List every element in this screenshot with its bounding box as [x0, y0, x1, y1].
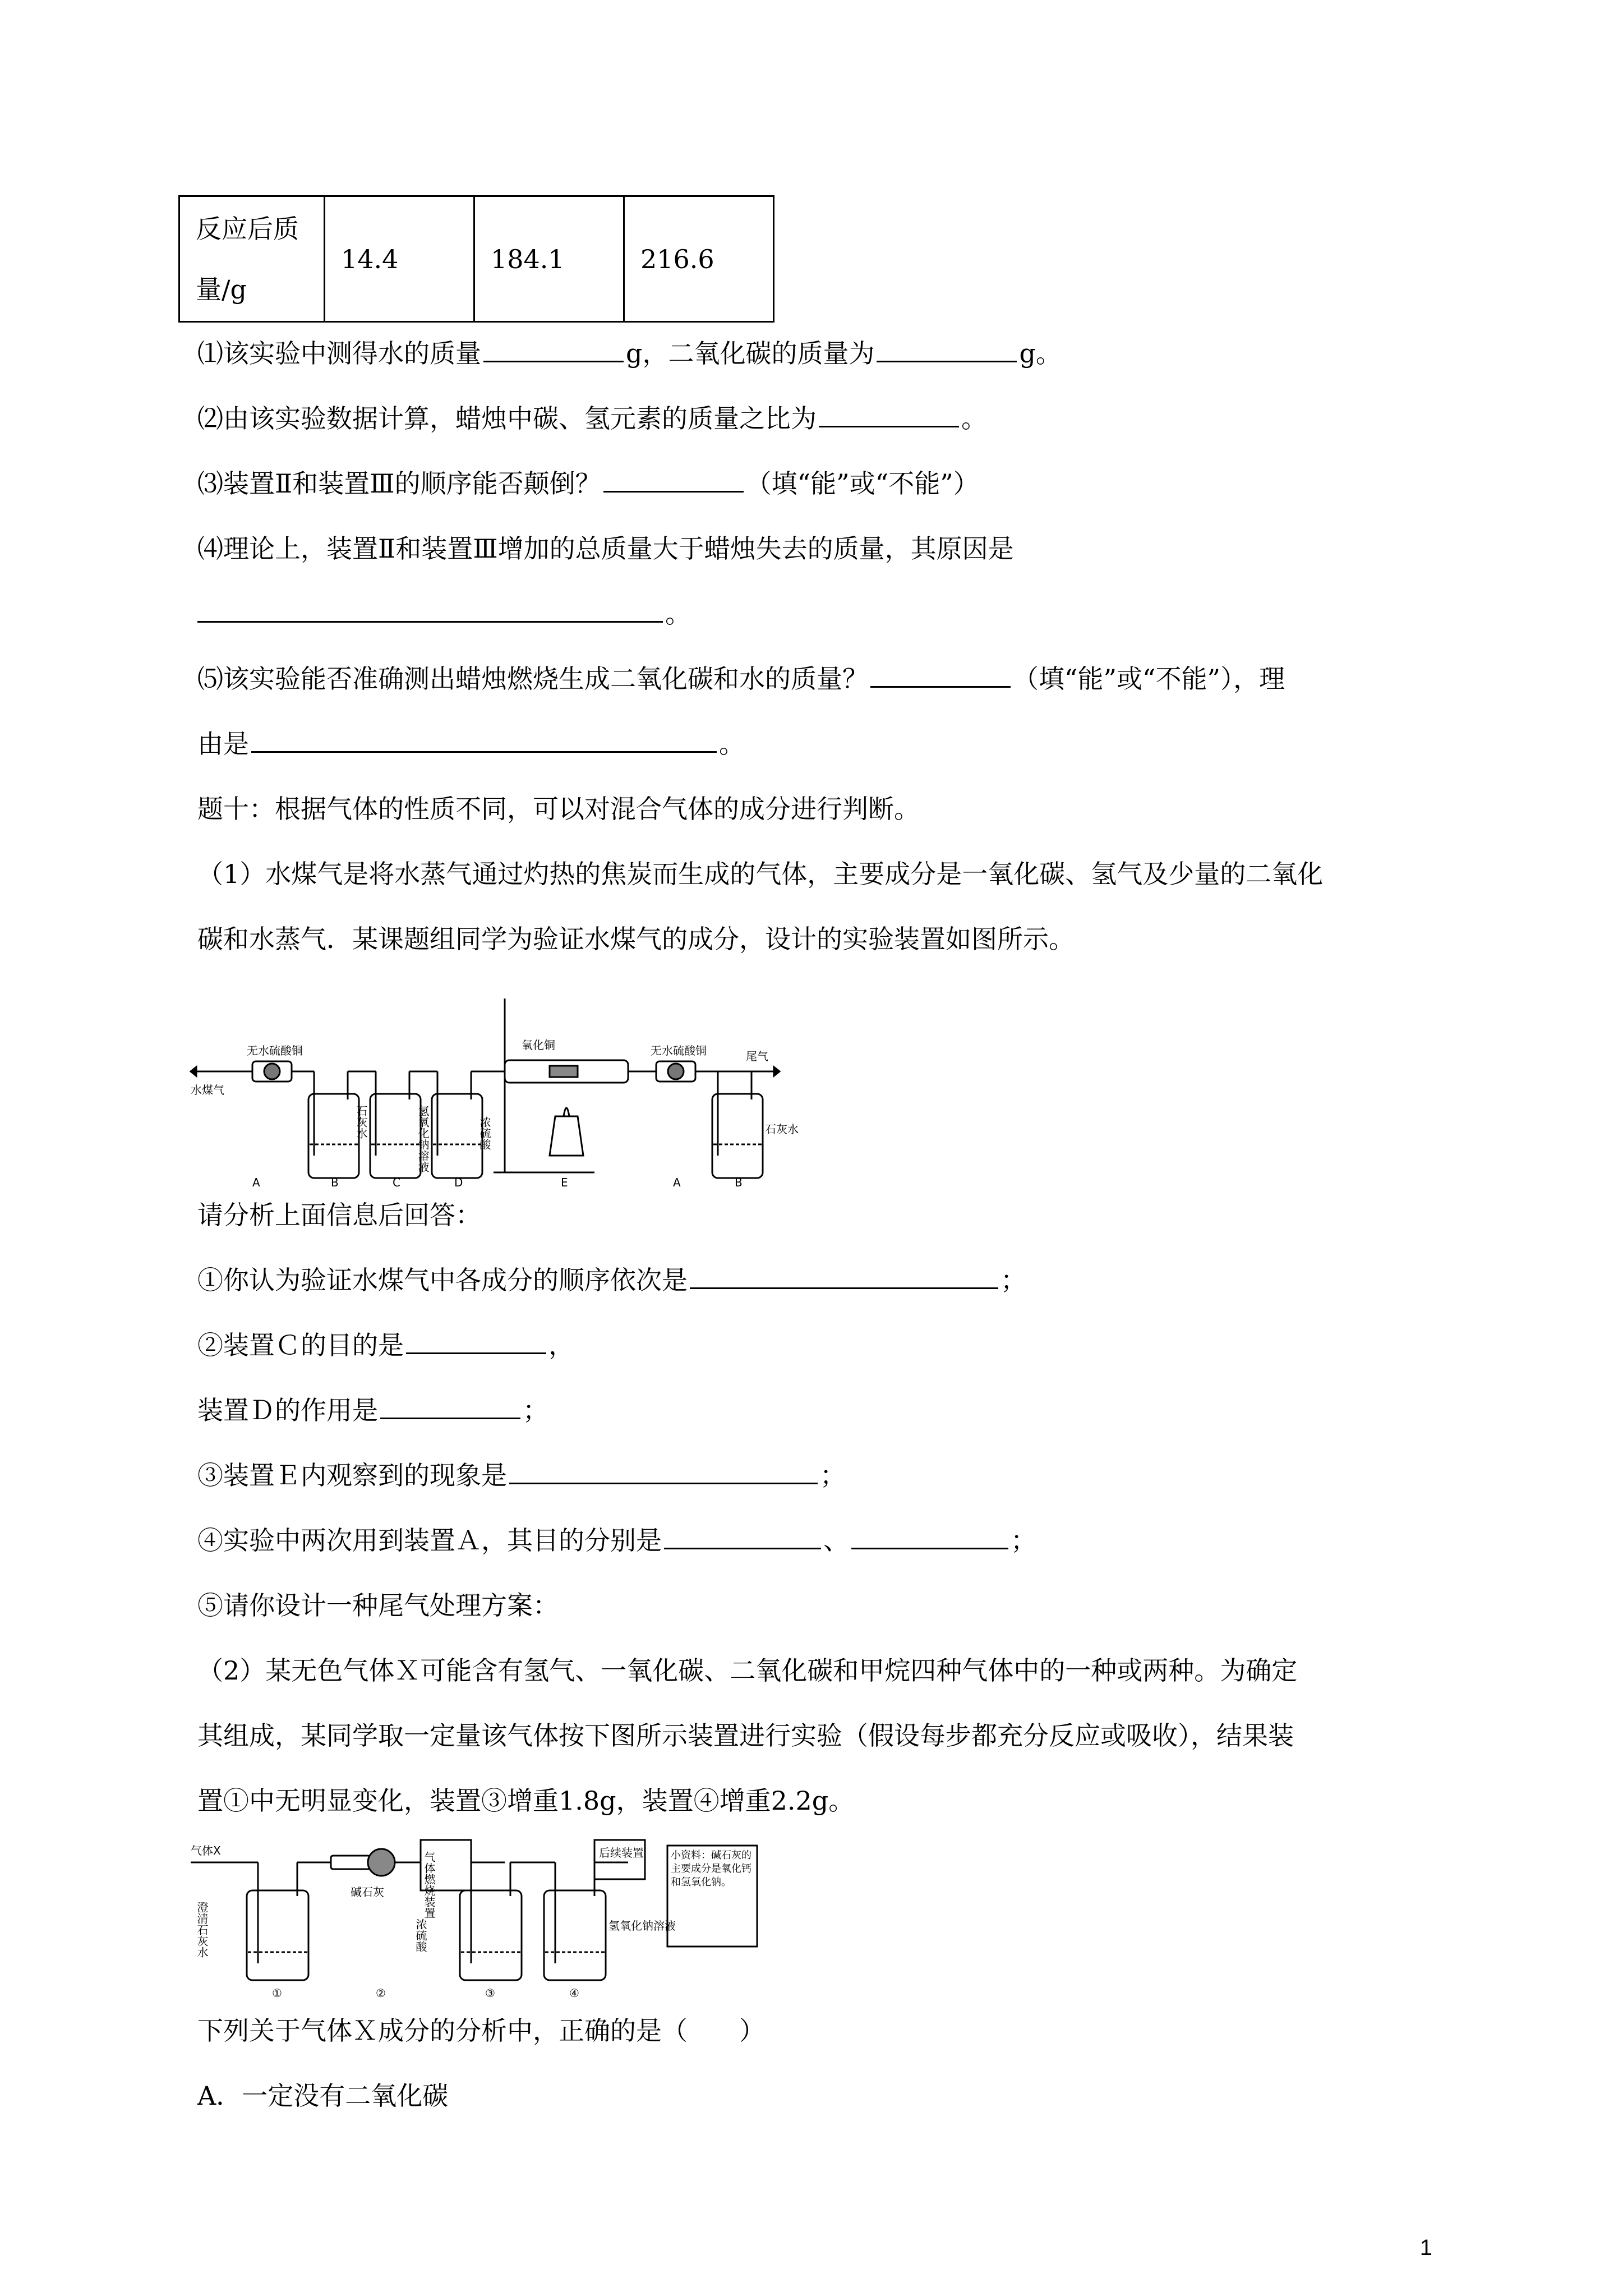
q10-sub2: ②装置Ｃ的目的是 ， — [197, 1330, 574, 1360]
water-gas-apparatus-figure — [191, 987, 799, 1189]
inlet-arrow-icon — [191, 1067, 196, 1076]
table-cell: 184.1 — [474, 196, 624, 322]
q10-sub5: ⑤请你设计一种尾气处理方案： — [197, 1590, 559, 1621]
letter-label: C — [393, 1176, 400, 1189]
q9-part5-cont: 由是 。 — [197, 729, 745, 759]
q10-title: 题十：根据气体的性质不同，可以对混合气体的成分进行判断。 — [197, 794, 920, 824]
row-label: 反应后质 量/g — [179, 196, 325, 322]
h2so4-label: 浓硫酸 — [414, 1918, 427, 1952]
q10-sub1: ①你认为验证水煤气中各成分的顺序依次是 ； — [197, 1265, 1026, 1295]
gas-x-apparatus-figure — [191, 1840, 763, 2003]
device-number: ② — [376, 1986, 386, 2000]
letter-label: A — [673, 1176, 681, 1189]
naoh-label: 氢氧化钠溶液 — [608, 1919, 676, 1932]
table-cell: 216.6 — [624, 196, 774, 322]
letter-label: E — [561, 1176, 568, 1189]
answer-blank[interactable] — [819, 403, 959, 427]
letter-label: A — [252, 1176, 260, 1189]
q10-option-a[interactable]: A．一定没有二氧化碳 — [197, 2081, 449, 2111]
answer-blank[interactable] — [877, 338, 1017, 362]
device-number: ① — [272, 1986, 282, 2000]
q10-sub2c: 装置Ｄ的作用是 ； — [197, 1395, 548, 1425]
answer-blank[interactable] — [603, 468, 744, 493]
q10-sub4: ④实验中两次用到装置Ａ，其目的分别是 、 ； — [197, 1525, 1036, 1556]
letter-label: B — [331, 1176, 339, 1189]
cuso4-left-label: 无水硫酸铜 — [247, 1044, 303, 1057]
q9-part1: ⑴该实验中测得水的质量 g，二氧化碳的质量为 g。 — [197, 338, 1062, 369]
letter-label: B — [735, 1176, 743, 1189]
cuo-label: 氧化铜 — [522, 1038, 555, 1052]
mass-table — [178, 195, 774, 323]
later-device-label: 后续装置 — [599, 1846, 644, 1860]
q9-part4-answer: 。 — [197, 597, 691, 631]
h2so4-label: 浓硫酸 — [478, 1116, 491, 1150]
answer-blank[interactable] — [380, 1395, 520, 1419]
q10-part1-line1: （1）水煤气是将水蒸气通过灼热的焦炭而生成的气体，主要成分是一氧化碳、氢气及少量的二氧化 — [197, 859, 1324, 889]
q9-part5: ⑸该实验能否准确测出蜡烛燃烧生成二氧化碳和水的质量？ （填“能”或“不能”），理 — [197, 664, 1285, 694]
answer-blank[interactable] — [851, 1525, 1008, 1549]
q10-part2-line1: （2）某无色气体Ｘ可能含有氢气、一氧化碳、二氧化碳和甲烷四种气体中的一种或两种。为确定 — [197, 1655, 1298, 1686]
table-cell: 14.4 — [325, 196, 474, 322]
q10-part2-line2: 其组成，某同学取一定量该气体按下图所示装置进行实验（假设每步都充分反应或吸收），结果装 — [197, 1720, 1294, 1751]
answer-blank[interactable] — [870, 664, 1011, 688]
answer-blank[interactable] — [251, 729, 717, 753]
answer-blank[interactable] — [483, 338, 624, 362]
table-row — [179, 196, 774, 322]
limewater2-label: 石灰水 — [765, 1122, 799, 1136]
answer-blank[interactable] — [509, 1460, 818, 1484]
device-number: ④ — [569, 1986, 579, 2000]
answer-blank[interactable] — [664, 1525, 821, 1549]
outlet-label: 尾气 — [746, 1050, 768, 1063]
gas-x-label: 气体X — [191, 1844, 221, 1857]
q9-part3: ⑶装置Ⅱ和装置Ⅲ的顺序能否颠倒？ （填“能”或“不能”） — [197, 468, 979, 499]
letter-label: D — [454, 1176, 463, 1189]
note-text: 小资料：碱石灰的主要成分是氧化钙和氢氧化钠。 — [671, 1849, 751, 1888]
q10-question: 下列关于气体Ｘ成分的分析中，正确的是（ ） — [197, 2016, 765, 2046]
burner-label: 气体燃烧装置 — [422, 1851, 436, 1918]
answer-blank[interactable] — [406, 1330, 546, 1354]
device-number: ③ — [485, 1986, 495, 2000]
q9-part4: ⑷理论上，装置Ⅱ和装置Ⅲ增加的总质量大于蜡烛失去的质量，其原因是 — [197, 533, 1014, 564]
cuso4-right-label: 无水硫酸铜 — [651, 1044, 707, 1057]
inlet-label: 水煤气 — [191, 1083, 224, 1097]
q10-sub3: ③装置Ｅ内观察到的现象是 ； — [197, 1460, 846, 1490]
q9-part2: ⑵由该实验数据计算，蜡烛中碳、氢元素的质量之比为 。 — [197, 403, 987, 434]
naoh-label: 氢氧化钠溶液 — [416, 1105, 430, 1172]
limewater-label: 澄清石灰水 — [195, 1902, 209, 1958]
q10-part1-line2: 碳和水蒸气．某课题组同学为验证水煤气的成分，设计的实验装置如图所示。 — [197, 924, 1075, 954]
answer-blank[interactable] — [690, 1265, 998, 1289]
q10-ask: 请分析上面信息后回答： — [197, 1200, 481, 1230]
limewater-label: 石灰水 — [354, 1105, 368, 1139]
sodalime-label: 碱石灰 — [351, 1885, 384, 1899]
answer-blank[interactable] — [197, 599, 663, 623]
q10-part2-line3: 置①中无明显变化，装置③增重1.8g，装置④增重2.2g。 — [197, 1786, 855, 1816]
outlet-arrow-icon — [774, 1067, 780, 1076]
page-number: 1 — [1419, 2235, 1432, 2260]
